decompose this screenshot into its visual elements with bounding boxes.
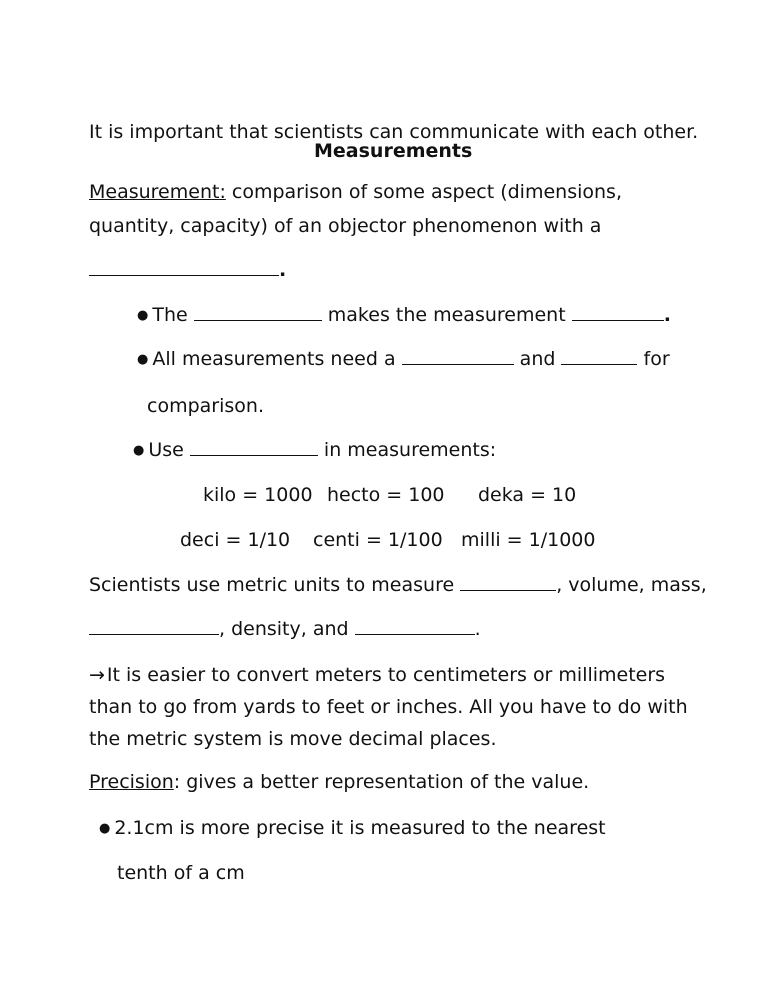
bullet-item-precision: [99, 815, 606, 844]
fill-in-blank: [460, 572, 556, 591]
precision-definition: [89, 769, 589, 795]
measurement-def-text: comparison of some aspect (dimensions,: [225, 181, 622, 203]
bullet-icon: ●: [137, 352, 149, 367]
metric-text: Scientists use metric units to measure: [89, 574, 461, 596]
intro-sentence: It is important that scientists can communicate with each other.: [89, 121, 699, 143]
fill-in-blank: [355, 616, 475, 635]
measurement-definition-line1: [89, 179, 622, 205]
measurement-term: Measurement:: [89, 181, 226, 203]
fill-in-blank: [402, 346, 514, 365]
bullet-text: Use: [148, 439, 190, 461]
bullet-text: All measurements need a: [152, 348, 402, 370]
metric-text: , volume, mass,: [556, 574, 707, 596]
precision-term: Precision: [89, 771, 174, 793]
fill-in-blank: [194, 302, 322, 321]
measurement-definition-line2: quantity, capacity) of an objector phenomenon with a: [89, 215, 602, 237]
prefix-centi: centi = 1/100: [313, 529, 443, 551]
convert-line2: than to go from yards to feet or inches. All you have to do with: [89, 696, 688, 718]
precision-def-text: : gives a better representation of the value.: [173, 771, 590, 793]
bullet-text: The: [152, 304, 194, 326]
metric-text: , density, and: [219, 618, 355, 640]
bullet-item-use: [133, 437, 496, 466]
bullet-icon: ●: [137, 308, 149, 323]
metric-units-line2: [89, 616, 481, 642]
fill-in-blank: [572, 302, 664, 321]
bullet-continuation: tenth of a cm: [117, 862, 245, 884]
bullet-text: and: [513, 348, 562, 370]
convert-line1: [89, 662, 665, 688]
bullet-text: for: [637, 348, 670, 370]
prefix-milli: milli = 1/1000: [461, 529, 596, 551]
fill-in-blank: [89, 616, 219, 635]
period: .: [279, 259, 287, 281]
metric-units-line1: [89, 572, 707, 598]
prefix-kilo: kilo = 1000: [203, 484, 313, 506]
bullet-icon: ●: [99, 821, 111, 836]
bullet-item-standard: [137, 302, 671, 331]
prefix-deci: deci = 1/10: [180, 529, 291, 551]
prefix-deka: deka = 10: [478, 484, 577, 506]
measurement-blank-line: [89, 257, 286, 283]
convert-text: It is easier to convert meters to centimeters or millimeters: [106, 664, 666, 686]
period: .: [663, 304, 671, 326]
bullet-item-need: [137, 346, 670, 375]
fill-in-blank: [190, 437, 318, 456]
bullet-text: makes the measurement: [321, 304, 572, 326]
page-title: Measurements: [314, 140, 473, 162]
prefix-hecto: hecto = 100: [327, 484, 445, 506]
metric-text: .: [474, 618, 481, 640]
right-arrow-icon: →: [89, 664, 105, 686]
convert-line3: the metric system is move decimal places.: [89, 728, 497, 750]
bullet-icon: ●: [133, 443, 145, 458]
bullet-text: in measurements:: [317, 439, 497, 461]
bullet-text: 2.1cm is more precise it is measured to the nearest: [114, 817, 606, 839]
fill-in-blank: [561, 346, 637, 365]
fill-in-blank: [89, 257, 279, 276]
bullet-continuation: comparison.: [147, 395, 264, 417]
